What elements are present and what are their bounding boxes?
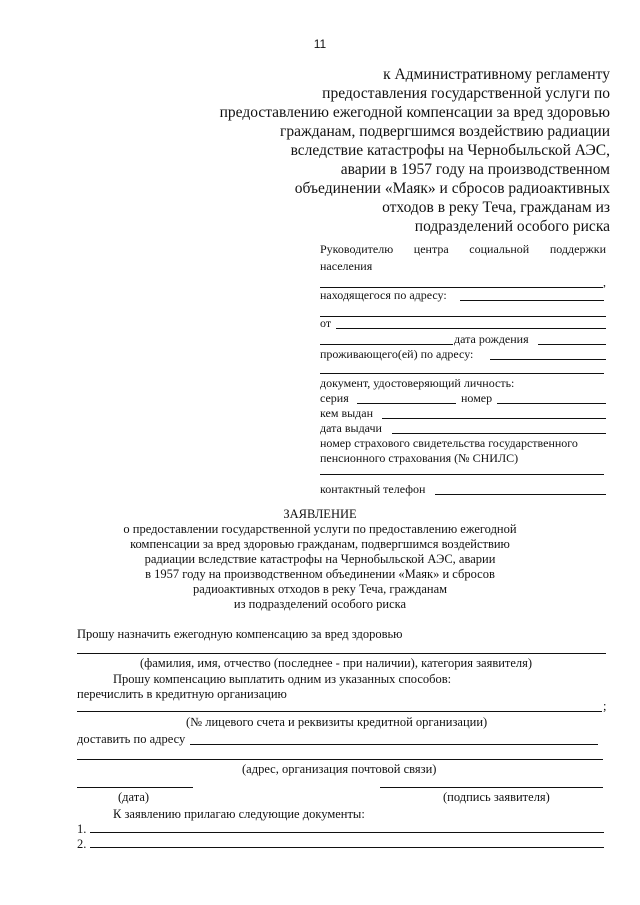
post-address-caption: (адрес, организация почтовой связи) (242, 762, 437, 776)
issued-by-field[interactable] (382, 418, 606, 419)
birth-date-label: дата рождения (454, 332, 529, 346)
applicant-name-field[interactable] (77, 653, 606, 654)
addressee-comma: , (603, 275, 606, 289)
application-subtitle-line-6: из подразделений особого риска (233, 597, 407, 611)
payment-method-text: Прошу компенсацию выплатить одним из указанных способов: (113, 672, 452, 686)
attachment-item-1-number: 1. (77, 822, 87, 836)
attachments-label: К заявлению прилагаю следующие документы: (113, 807, 365, 821)
application-subtitle-line-1: о предоставлении государственной услуги по предоставлению ежегодной (123, 522, 517, 536)
from-name-field-2[interactable] (320, 344, 453, 345)
date-field[interactable] (77, 787, 193, 788)
signature-caption: (подпись заявителя) (443, 790, 550, 804)
compensation-request-text: Прошу назначить ежегодную компенсацию за вред здоровью (77, 627, 403, 641)
bank-account-caption: (№ лицевого счета и реквизиты кредитной организации) (186, 715, 488, 729)
deliver-address-field[interactable] (190, 744, 598, 745)
date-caption: (дата) (118, 790, 150, 804)
page-number: 11 (313, 37, 327, 51)
attachment-item-1-field[interactable] (90, 832, 604, 833)
regulation-header-line-4: гражданам, подвергшимся воздействию радиации (280, 123, 610, 140)
snils-label-line-2: пенсионного страхования (№ СНИЛС) (320, 451, 519, 465)
residing-address-field[interactable] (490, 359, 606, 360)
attachment-item-2-number: 2. (77, 837, 87, 851)
birth-date-field[interactable] (538, 344, 606, 345)
applicant-name-caption: (фамилия, имя, отчество (последнее - при наличии), категория заявителя) (140, 656, 533, 670)
phone-label: контактный телефон (320, 482, 426, 496)
residing-address-label: проживающего(ей) по адресу: (320, 347, 474, 361)
from-label: от (320, 316, 332, 330)
attachment-item-2-field[interactable] (90, 847, 604, 848)
located-address-label: находящегося по адресу: (320, 288, 447, 302)
regulation-header-line-2: предоставления государственной услуги по (322, 85, 610, 102)
deliver-address-field-2[interactable] (77, 759, 603, 760)
application-subtitle-line-5: радиоактивных отходов в реку Теча, гражданам (192, 582, 448, 596)
regulation-header-line-7: объединении «Маяк» и сбросов радиоактивных (294, 180, 610, 197)
regulation-header-line-5: вследствие катастрофы на Чернобыльской АЭС, (290, 142, 610, 159)
deliver-address-label: доставить по адресу (77, 732, 186, 746)
application-subtitle-line-3: радиации вследствие катастрофы на Чернобыльской АЭС, аварии (144, 552, 496, 566)
id-document-label: документ, удостоверяющий личность: (320, 376, 515, 390)
issued-by-label: кем выдан (320, 406, 374, 420)
regulation-header-line-8: отходов в реку Теча, гражданам из (382, 199, 610, 216)
regulation-header-line-9: подразделений особого риска (414, 218, 610, 235)
located-address-field-2[interactable] (320, 316, 606, 317)
bank-account-field[interactable] (77, 711, 602, 712)
issue-date-field[interactable] (392, 433, 606, 434)
residing-address-field-2[interactable] (320, 373, 604, 374)
application-title: ЗАЯВЛЕНИЕ (283, 507, 357, 521)
addressee-head-line-2: населения (320, 259, 373, 273)
passport-series-field[interactable] (357, 403, 456, 404)
application-subtitle-line-2: компенсации за вред здоровью гражданам, подвергшимся воздействию (130, 537, 510, 551)
regulation-header-line-6: аварии в 1957 году на производственном (340, 161, 610, 178)
snils-field[interactable] (320, 474, 604, 475)
addressee-head-line-1: Руководителю центра социальной поддержки (320, 242, 606, 256)
from-name-field[interactable] (336, 328, 606, 329)
application-subtitle-line-4: в 1957 году на производственном объединении «Маяк» и сбросов (145, 567, 495, 581)
snils-label-line-1: номер страхового свидетельства государственного (320, 436, 578, 450)
bank-account-semicolon: ; (603, 699, 607, 713)
passport-series-label: серия (320, 391, 349, 405)
signature-field[interactable] (380, 787, 603, 788)
passport-number-label: номер (461, 391, 493, 405)
phone-field[interactable] (435, 494, 606, 495)
regulation-header-line-1: к Административному регламенту (383, 66, 610, 83)
credit-organization-option: перечислить в кредитную организацию (77, 687, 287, 701)
located-address-field[interactable] (460, 300, 604, 301)
regulation-header-line-3: предоставлению ежегодной компенсации за вред здоровью (219, 104, 610, 121)
issue-date-label: дата выдачи (320, 421, 382, 435)
passport-number-field[interactable] (497, 403, 606, 404)
